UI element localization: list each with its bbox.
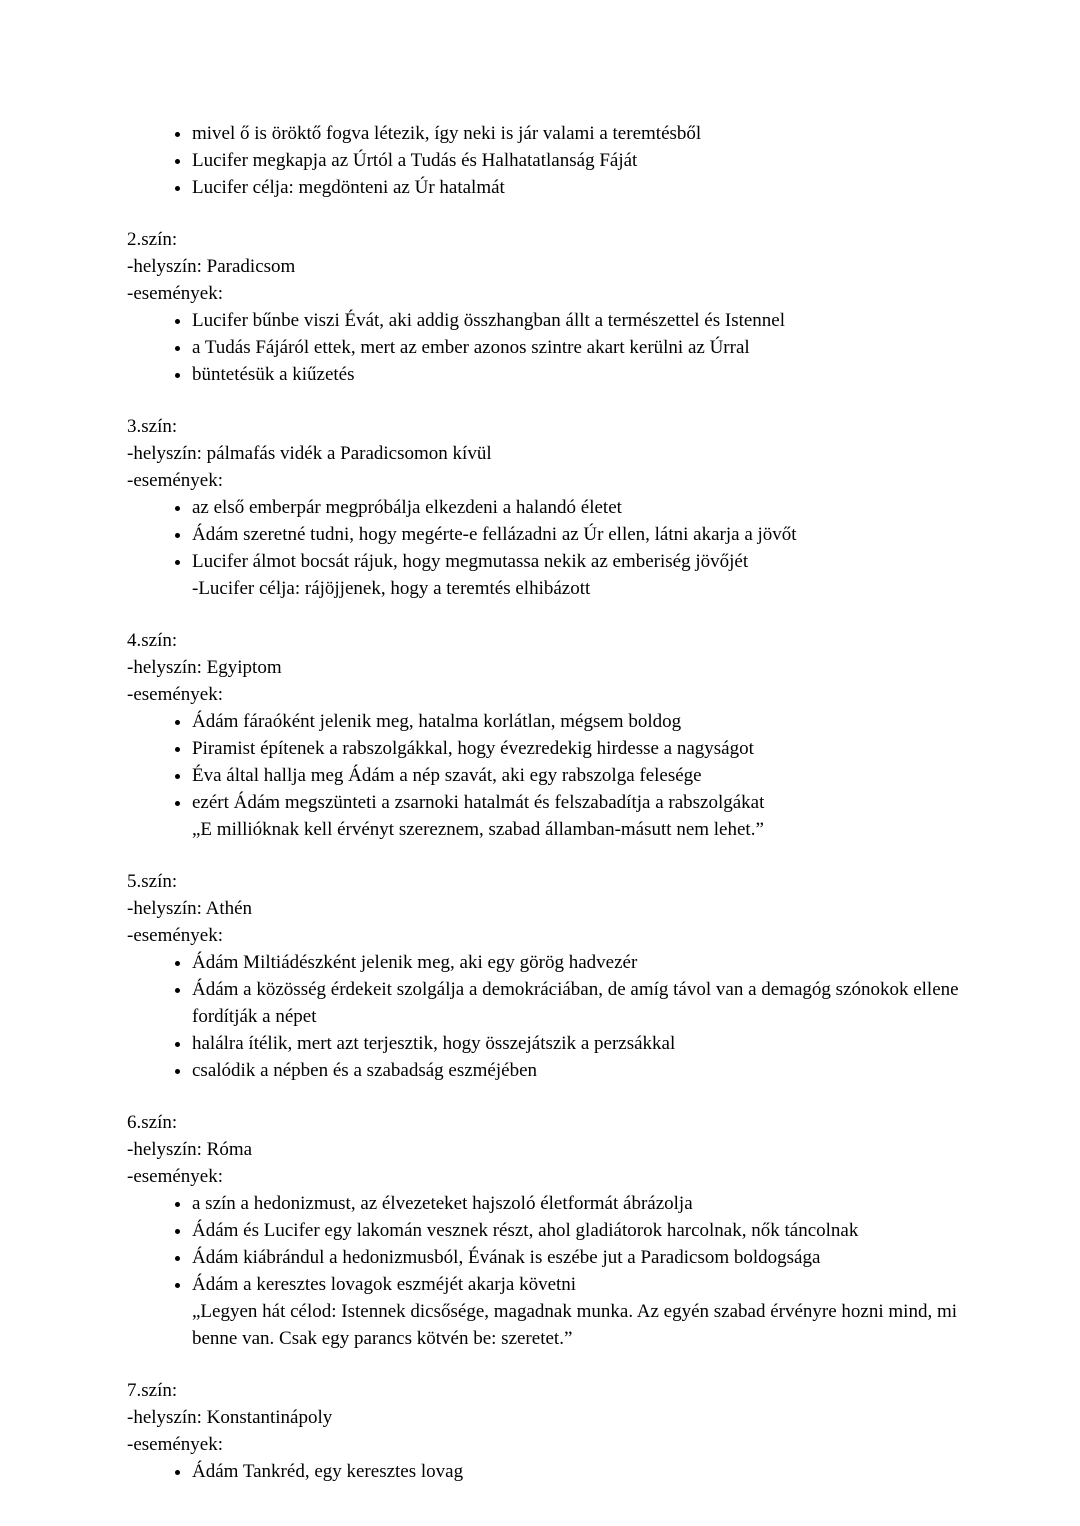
- bullet-item: [192, 334, 960, 361]
- bullet-list: [127, 708, 960, 843]
- bullet-item: [192, 708, 960, 735]
- section-location: -helyszín: pálmafás vidék a Paradicsomon kívül: [127, 443, 492, 464]
- bullet-text: Ádám szeretné tudni, hogy megérte-e fellázadni az Úr ellen, látni akarja a jövőt: [192, 524, 797, 545]
- bullet-item: [192, 1217, 960, 1244]
- bullet-item: [192, 1057, 960, 1084]
- section-location: -helyszín: Athén: [127, 898, 253, 919]
- bullet-item: [192, 1030, 960, 1057]
- section-scene-2: [127, 226, 960, 388]
- bullet-text: Ádám és Lucifer egy lakomán vesznek részt, ahol gladiátorok harcolnak, nők táncolnak: [192, 1220, 859, 1241]
- bullet-item: [192, 307, 960, 334]
- bullet-text: halálra ítélik, mert azt terjesztik, hogy összejátszik a perzsákkal: [192, 1033, 676, 1054]
- bullet-list: [127, 1190, 960, 1352]
- bullet-text: Lucifer célja: megdönteni az Úr hatalmát: [192, 177, 505, 198]
- section-title: 3.szín:: [127, 416, 178, 437]
- bullet-quote: „E millióknak kell érvényt szereznem, szabad államban-másutt nem lehet.”: [192, 819, 764, 840]
- bullet-text: Ádám Miltiádészként jelenik meg, aki egy görög hadvezér: [192, 952, 638, 973]
- bullet-note: -Lucifer célja: rájöjjenek, hogy a teremtés elhibázott: [192, 578, 591, 599]
- bullet-list: [127, 307, 960, 388]
- bullet-item: [192, 949, 960, 976]
- bullet-text: ezért Ádám megszünteti a zsarnoki hatalmát és felszabadítja a rabszolgákat: [192, 792, 765, 813]
- section-scene-6: [127, 1109, 960, 1352]
- bullet-text: Lucifer bűnbe viszi Évát, aki addig összhangban állt a természettel és Istennel: [192, 310, 786, 331]
- bullet-text: az első emberpár megpróbálja elkezdeni a halandó életet: [192, 497, 622, 518]
- bullet-item: [192, 1244, 960, 1271]
- bullet-item: [192, 1190, 960, 1217]
- section-events-label: -események:: [127, 283, 224, 304]
- bullet-text: csalódik a népben és a szabadság eszméjében: [192, 1060, 538, 1081]
- bullet-text: Piramist építenek a rabszolgákkal, hogy évezredekig hirdesse a nagyságot: [192, 738, 754, 759]
- section-scene-5: [127, 868, 960, 1084]
- section-title: 4.szín:: [127, 630, 178, 651]
- bullet-text: a szín a hedonizmust, az élvezeteket hajszoló életformát ábrázolja: [192, 1193, 693, 1214]
- bullet-item: [192, 1271, 960, 1352]
- bullet-text: Ádám kiábrándul a hedonizmusból, Évának is eszébe jut a Paradicsom boldogsága: [192, 1247, 821, 1268]
- section-title: 2.szín:: [127, 229, 178, 250]
- section-location: -helyszín: Egyiptom: [127, 657, 282, 678]
- bullet-text: Ádám a közösség érdekeit szolgálja a demokráciában, de amíg távol van a demagóg szónokok ellene fordítják a népet: [192, 979, 959, 1027]
- section-events-label: -események:: [127, 925, 224, 946]
- bullet-item: [192, 1458, 960, 1485]
- section-scene-7: [127, 1377, 960, 1485]
- bullet-quote: „Legyen hát célod: Istennek dicsősége, magadnak munka. Az egyén szabad érvényre hozni mind, mi benne van. Csak egy parancs kötvén be: szeretet.”: [192, 1301, 958, 1349]
- bullet-list: [127, 949, 960, 1084]
- bullet-item: [192, 735, 960, 762]
- bullet-item: [192, 789, 960, 843]
- bullet-list: [127, 120, 960, 201]
- bullet-list: [127, 494, 960, 602]
- bullet-text: Ádám fáraóként jelenik meg, hatalma korlátlan, mégsem boldog: [192, 711, 682, 732]
- section-location: -helyszín: Konstantinápoly: [127, 1407, 333, 1428]
- bullet-text: büntetésük a kiűzetés: [192, 364, 355, 385]
- section-title: 6.szín:: [127, 1112, 178, 1133]
- section-events-label: -események:: [127, 684, 224, 705]
- bullet-item: [192, 361, 960, 388]
- section-intro: [127, 120, 960, 201]
- section-title: 7.szín:: [127, 1380, 178, 1401]
- bullet-item: [192, 147, 960, 174]
- section-location: -helyszín: Róma: [127, 1139, 253, 1160]
- bullet-list: [127, 1458, 960, 1485]
- bullet-text: a Tudás Fájáról ettek, mert az ember azonos szintre akart kerülni az Úrral: [192, 337, 750, 358]
- section-scene-4: [127, 627, 960, 843]
- bullet-text: Ádám Tankréd, egy keresztes lovag: [192, 1461, 464, 1482]
- bullet-text: Lucifer álmot bocsát rájuk, hogy megmutassa nekik az emberiség jövőjét: [192, 551, 749, 572]
- section-scene-3: [127, 413, 960, 602]
- section-title: 5.szín:: [127, 871, 178, 892]
- bullet-item: [192, 548, 960, 602]
- section-events-label: -események:: [127, 1166, 224, 1187]
- bullet-text: Éva által hallja meg Ádám a nép szavát, aki egy rabszolga felesége: [192, 765, 702, 786]
- bullet-item: [192, 521, 960, 548]
- bullet-item: [192, 762, 960, 789]
- bullet-item: [192, 174, 960, 201]
- bullet-item: [192, 120, 960, 147]
- bullet-item: [192, 976, 960, 1030]
- section-events-label: -események:: [127, 470, 224, 491]
- bullet-text: Ádám a keresztes lovagok eszméjét akarja követni: [192, 1274, 577, 1295]
- bullet-text: mivel ő is öröktő fogva létezik, így neki is jár valami a teremtésből: [192, 123, 702, 144]
- section-location: -helyszín: Paradicsom: [127, 256, 296, 277]
- bullet-item: [192, 494, 960, 521]
- section-events-label: -események:: [127, 1434, 224, 1455]
- bullet-text: Lucifer megkapja az Úrtól a Tudás és Halhatatlanság Fáját: [192, 150, 638, 171]
